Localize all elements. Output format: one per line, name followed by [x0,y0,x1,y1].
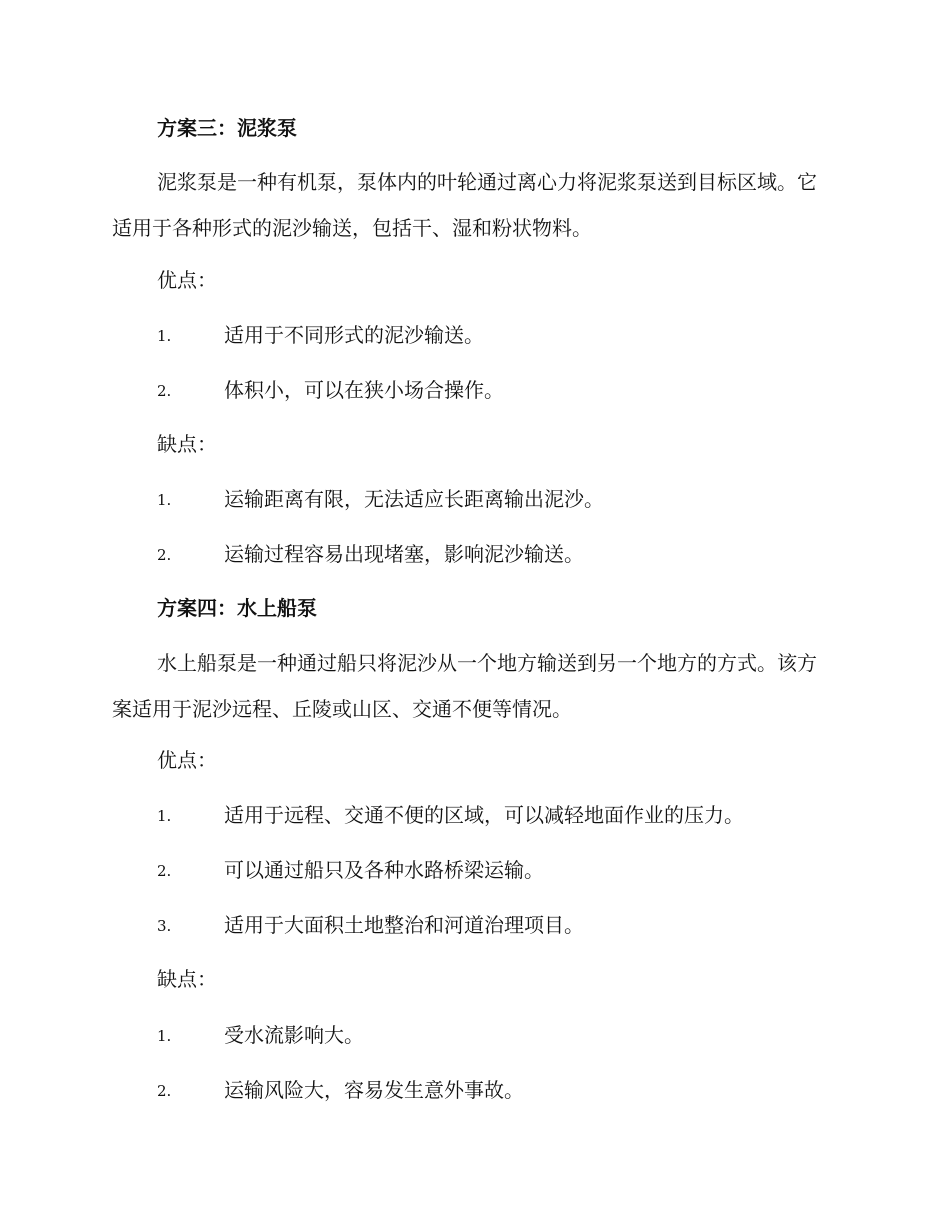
list-number: 2. [157,382,172,400]
list-number: 1. [157,327,172,345]
list-text: 可以通过船只及各种水路桥梁运输。 [224,858,544,882]
cons-label: 缺点： [157,967,217,991]
section-heading: 方案四：水上船泵 [157,596,317,620]
list-text: 适用于远程、交通不便的区域，可以减轻地面作业的压力。 [224,803,744,827]
cons-label: 缺点： [157,432,217,456]
list-number: 1. [157,1027,172,1045]
pros-label: 优点： [157,748,217,772]
list-number: 3. [157,917,172,935]
list-text: 运输风险大，容易发生意外事故。 [224,1078,524,1102]
list-number: 1. [157,491,172,509]
list-number: 2. [157,546,172,564]
pros-label: 优点： [157,268,217,292]
list-number: 2. [157,862,172,880]
list-text: 体积小，可以在狭小场合操作。 [224,378,504,402]
section-heading: 方案三：泥浆泵 [157,116,297,140]
list-number: 2. [157,1082,172,1100]
list-number: 1. [157,807,172,825]
section-paragraph: 水上船泵是一种通过船只将泥沙从一个地方输送到另一个地方的方式。该方案适用于泥沙远程、丘陵或山区、交通不便等情况。 [112,651,817,721]
list-text: 受水流影响大。 [224,1023,364,1047]
list-text: 运输过程容易出现堵塞，影响泥沙输送。 [224,542,584,566]
section-paragraph: 泥浆泵是一种有机泵，泵体内的叶轮通过离心力将泥浆泵送到目标区域。它适用于各种形式的泥沙输送，包括干、湿和粉状物料。 [112,170,817,240]
list-text: 适用于大面积土地整治和河道治理项目。 [224,913,584,937]
list-text: 运输距离有限，无法适应长距离输出泥沙。 [224,487,604,511]
list-text: 适用于不同形式的泥沙输送。 [224,323,484,347]
